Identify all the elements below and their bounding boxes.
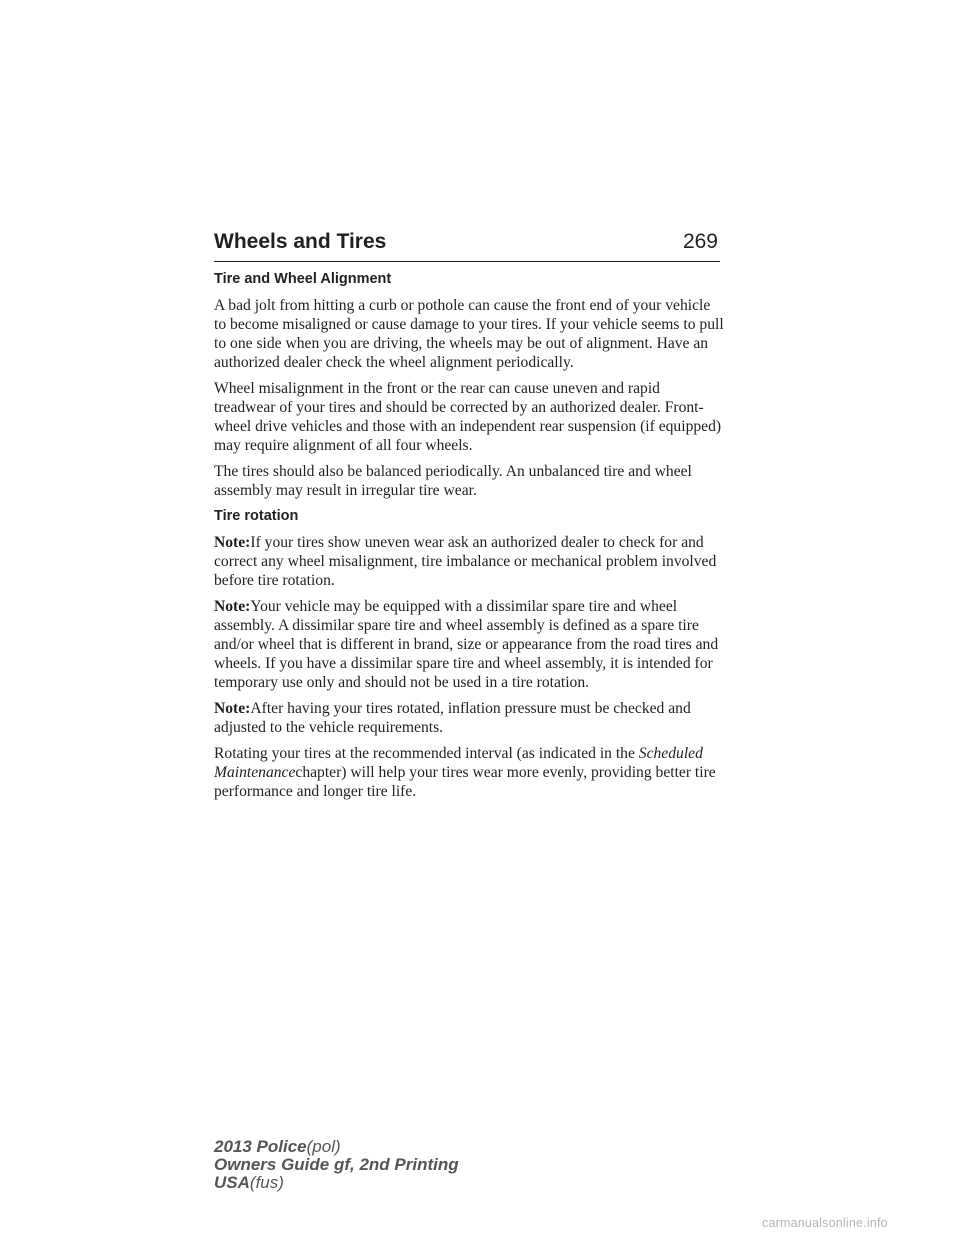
footer-model-code: (pol) [306,1137,341,1156]
page-number: 269 [682,230,718,253]
footer-market-code: (fus) [249,1173,284,1192]
footer-line [214,1138,459,1156]
note-text: If your tires show uneven wear ask an authorized dealer to check for and correct any wheel misalignment, tire imbalance or mechanical problem involved before tire rotation. [214,534,717,589]
page-header [214,229,720,262]
chapter-reference: Scheduled Maintenance [214,745,703,781]
page-footer [214,1138,459,1192]
note-paragraph [214,699,724,737]
note-paragraph [214,597,724,692]
section-alignment [214,270,724,500]
note-paragraph [214,533,724,590]
note-label: Note: [214,700,251,717]
footer-market: USA [214,1173,250,1192]
section-heading-rotation: Tire rotation [214,508,299,524]
note-text: Your vehicle may be equipped with a dissimilar spare tire and wheel assembly. A dissimilar spare tire and wheel assembly is defined as a spare tire and/or wheel that is different in brand, size or appearance from the road tires and wheels. If you have a dissimilar spare tire and wheel assembly, it is intended for temporary use only and should not be used in a tire rotation. [214,598,719,691]
paragraph: A bad jolt from hitting a curb or pothole can cause the front end of your vehicle to become misaligned or cause damage to your tires. If your vehicle seems to pull to one side when you are driving, the wheels may be out of alignment. Have an authorized dealer check the wheel alignment periodically. [214,297,724,371]
section-rotation [214,507,724,801]
text-run: chapter) will help your tires wear more evenly, providing better tire performance and longer tire life. [214,764,716,800]
note-label: Note: [214,598,251,615]
paragraph: The tires should also be balanced periodically. An unbalanced tire and wheel assembly may result in irregular tire wear. [214,463,692,499]
watermark: carmanualsonline.info [762,1216,888,1230]
footer-line [214,1174,459,1192]
paragraph: Wheel misalignment in the front or the rear can cause uneven and rapid treadwear of your tires and should be corrected by an authorized dealer. Front-wheel drive vehicles and those with an independent rear suspension (if equipped) may require alignment of all four wheels. [214,380,722,454]
footer-model: 2013 Police [214,1137,307,1156]
page-content [214,270,724,808]
section-heading-alignment: Tire and Wheel Alignment [214,271,392,287]
note-label: Note: [214,534,251,551]
footer-guide: Owners Guide gf, 2nd Printing [214,1155,459,1174]
chapter-title: Wheels and Tires [214,230,387,253]
text-run: Rotating your tires at the recommended interval (as indicated in the [214,745,639,762]
note-text: After having your tires rotated, inflation pressure must be checked and adjusted to the vehicle requirements. [214,700,691,736]
paragraph [214,744,724,801]
